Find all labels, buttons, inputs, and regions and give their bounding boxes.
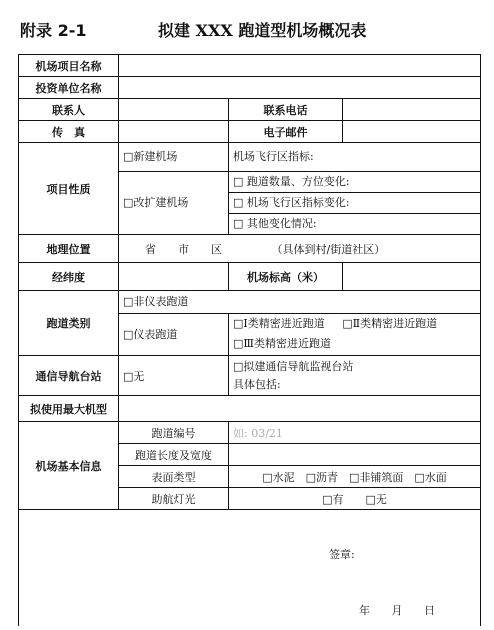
date-label: 年 月 日 <box>359 604 435 617</box>
checkbox-change-other[interactable]: □ 其他变化情况: <box>233 217 317 230</box>
checkbox-instrument[interactable]: □仪表跑道 <box>119 314 229 355</box>
nav-includes-field[interactable]: 具体包括: <box>233 377 281 391</box>
label-lighting: 助航灯光 <box>119 488 229 510</box>
field-project-name[interactable] <box>119 55 481 77</box>
label-runway-number: 跑道编号 <box>119 422 229 444</box>
label-project-nature: 项目性质 <box>19 143 119 235</box>
checkbox-change-index[interactable]: □ 机场飞行区指标变化: <box>229 193 480 214</box>
checkbox-nav-none[interactable]: □无 <box>119 356 229 396</box>
field-location[interactable] <box>119 235 481 263</box>
label-phone: 联系电话 <box>229 99 343 121</box>
checkbox-cat3[interactable]: □Ⅲ类精密进近跑道 <box>233 337 332 350</box>
checkbox-non-instrument[interactable]: □非仪表跑道 <box>119 291 480 314</box>
nature-detail-cell <box>229 143 481 235</box>
label-nav-station: 通信导航台站 <box>19 356 119 396</box>
label-elevation: 机场标高（米） <box>229 263 343 291</box>
form-title: 拟建 XXX 跑道型机场概况表 <box>158 21 367 40</box>
field-email[interactable] <box>343 121 481 143</box>
label-investor-name: 投资单位名称 <box>19 77 119 99</box>
lighting-options[interactable]: □有 □无 <box>229 488 481 510</box>
label-contact: 联系人 <box>19 99 119 121</box>
field-elevation[interactable] <box>343 263 481 291</box>
label-basic-info: 机场基本信息 <box>19 422 119 510</box>
checkbox-cat1[interactable]: □Ⅰ类精密进近跑道 <box>233 317 325 330</box>
location-note: （具体到村/街道社区） <box>271 242 386 256</box>
label-location: 地理位置 <box>19 235 119 263</box>
field-latlon[interactable] <box>119 263 229 291</box>
airside-index-field[interactable]: 机场飞行区指标: <box>229 143 480 172</box>
label-surface-type: 表面类型 <box>119 466 229 488</box>
airport-overview-table <box>18 54 481 626</box>
runway-category-cell <box>119 291 481 356</box>
signature-area <box>19 510 481 627</box>
field-fax[interactable] <box>119 121 229 143</box>
field-investor-name[interactable] <box>119 77 481 99</box>
location-province-city-district: 省 市 区 <box>145 242 222 256</box>
label-fax: 传 真 <box>19 121 119 143</box>
checkbox-cat2[interactable]: □Ⅱ类精密进近跑道 <box>342 317 438 330</box>
checkbox-nav-planned[interactable]: □拟建通信导航监视台站 <box>233 359 354 373</box>
label-project-name: 机场项目名称 <box>19 55 119 77</box>
label-runway-category: 跑道类别 <box>19 291 119 356</box>
surface-type-options[interactable]: □水泥 □沥青 □非铺筑面 □水面 <box>229 466 481 488</box>
field-phone[interactable] <box>343 99 481 121</box>
appendix-label: 附录 2-1 <box>20 21 87 40</box>
label-runway-size: 跑道长度及宽度 <box>119 444 229 466</box>
checkbox-expand-airport[interactable]: □改扩建机场 <box>123 196 189 209</box>
field-runway-size[interactable] <box>229 444 481 466</box>
nature-type-cell <box>119 143 229 235</box>
checkbox-change-runway[interactable]: □ 跑道数量、方位变化: <box>229 172 480 193</box>
nav-planned-cell <box>229 356 481 396</box>
field-runway-number[interactable]: 如: 03/21 <box>229 422 481 444</box>
field-contact[interactable] <box>119 99 229 121</box>
label-max-aircraft: 拟使用最大机型 <box>19 396 119 422</box>
label-email: 电子邮件 <box>229 121 343 143</box>
seal-label: 签章: <box>329 548 355 561</box>
checkbox-new-airport[interactable]: □新建机场 <box>119 143 228 172</box>
field-max-aircraft[interactable] <box>119 396 481 422</box>
label-latlon: 经纬度 <box>19 263 119 291</box>
